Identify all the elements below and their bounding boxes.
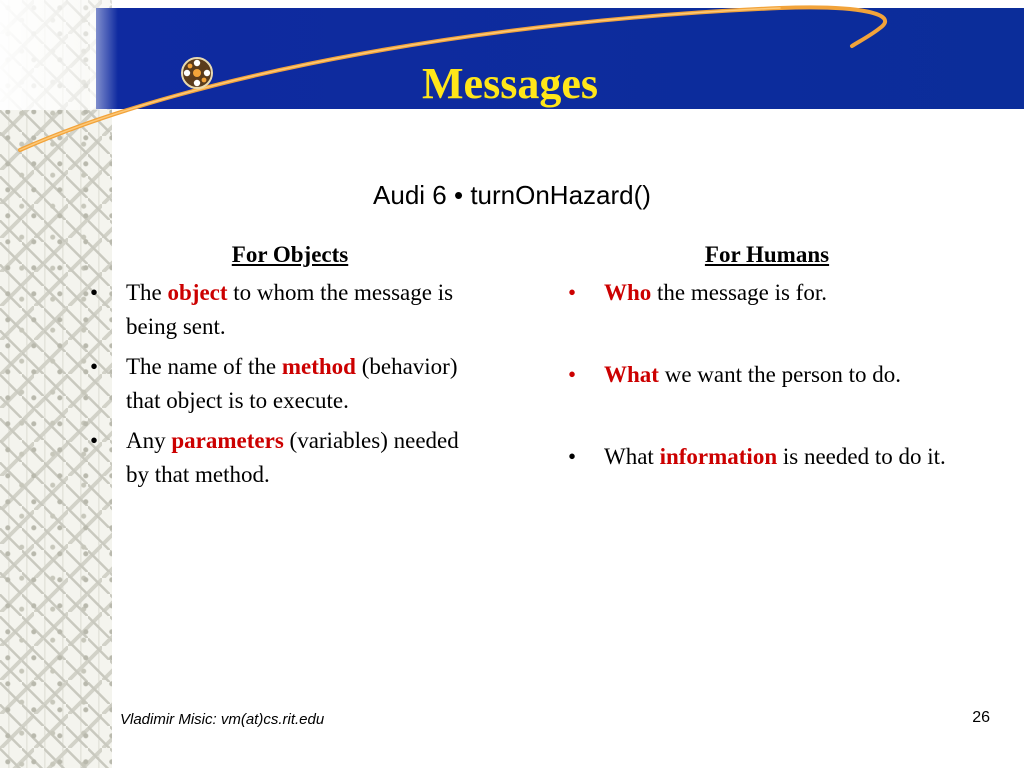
- list-item: [82, 424, 462, 492]
- for-objects-list: [82, 276, 462, 492]
- bullet-marker: •: [90, 428, 99, 453]
- item-emphasis: method: [281, 354, 356, 379]
- item-text-post: to whom the message is being sent.: [126, 280, 454, 339]
- slide-title: Messages: [422, 59, 598, 108]
- bullet-marker: •: [568, 280, 577, 305]
- presentation-logo-icon: [180, 56, 214, 90]
- item-emphasis: parameters: [171, 428, 284, 453]
- item-text-post: we want the person to do.: [658, 362, 902, 387]
- footer-author: Vladimir Misic: vm(at)cs.rit.edu: [120, 711, 325, 728]
- for-humans-list: [560, 276, 980, 474]
- item-text-pre: The: [126, 280, 168, 305]
- item-emphasis: Who: [604, 280, 652, 305]
- list-item: [82, 276, 462, 344]
- bullet-marker: •: [90, 280, 99, 305]
- slide-subtitle: Audi 6 • turnOnHazard(): [373, 180, 651, 210]
- item-text-post: (behavior) that object is to execute.: [126, 354, 458, 413]
- for-objects-column: [82, 240, 462, 498]
- item-text-post: (variables) needed by that method.: [126, 428, 459, 487]
- item-text-post: the message is for.: [651, 280, 827, 305]
- bullet-marker: •: [568, 444, 577, 469]
- for-humans-column: [560, 240, 980, 522]
- list-item: [560, 440, 980, 474]
- page-number: 26: [972, 709, 990, 726]
- bullet-marker: •: [90, 354, 99, 379]
- item-emphasis: information: [659, 444, 778, 469]
- bullet-marker: •: [568, 362, 577, 387]
- item-emphasis: object: [167, 280, 228, 305]
- list-item: [560, 276, 980, 310]
- for-humans-heading: For Humans: [704, 242, 830, 267]
- for-objects-heading: For Objects: [231, 242, 349, 267]
- list-item: [82, 350, 462, 418]
- item-emphasis: What: [604, 362, 659, 387]
- list-item: [560, 358, 980, 392]
- item-text-pre: What: [604, 444, 660, 469]
- item-text-pre: The name of the: [126, 354, 282, 379]
- item-text-pre: Any: [126, 428, 172, 453]
- item-text-post: is needed to do it.: [777, 444, 946, 469]
